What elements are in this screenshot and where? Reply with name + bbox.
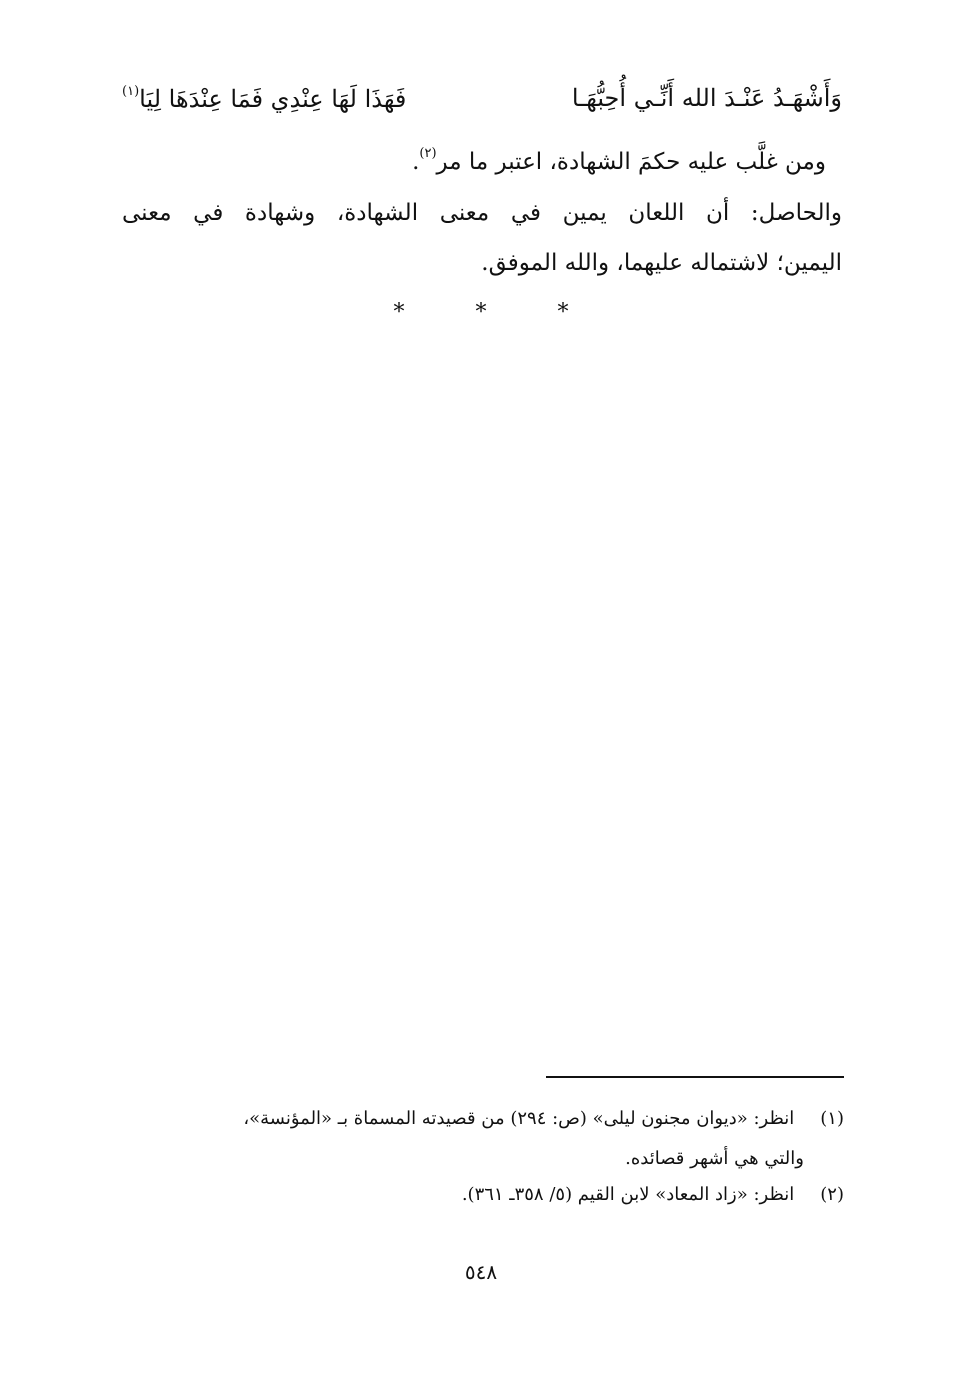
- body-line-3: اليمين؛ لاشتماله عليهما، والله الموفق.: [481, 250, 842, 276]
- footnote-2-line-1: انظر: «زاد المعاد» لابن القيم (٥/ ٣٥٨ـ ٣٦١).: [461, 1184, 795, 1205]
- footnote-reference-1: (١): [122, 84, 140, 99]
- verse-second-hemistich-text: فَهَذَا لَهَا عِنْدِي فَمَا عِنْدَهَا لِيَا: [139, 85, 407, 113]
- body-line-1: [412, 146, 826, 175]
- footnote-1: [243, 1108, 844, 1129]
- body-line-2: والحاصل: أن اللعان يمين في معنى الشهادة، وشهادة في معنى: [122, 200, 842, 226]
- footnote-2: [462, 1184, 844, 1205]
- footnote-1-line-1: انظر: «ديوان مجنون ليلى» (ص: ٢٩٤) من قصيدته المسماة بـ «المؤنسة»،: [243, 1108, 795, 1129]
- body-line-1-end: .: [412, 149, 420, 175]
- footnote-1-continuation: [625, 1148, 804, 1169]
- verse-first-hemistich-text: وَأَشْهَـدُ عَنْـدَ الله أَنِّـي أُحِبُّهَـا: [571, 84, 842, 112]
- footnote-1-number: (١): [820, 1108, 844, 1129]
- footnote-2-number: (٢): [820, 1184, 844, 1205]
- verse-second-hemistich: [122, 84, 406, 113]
- footnote-divider: [546, 1076, 844, 1078]
- body-line-1-text: ومن غلَّب عليه حكمَ الشهادة، اعتبر ما مر: [436, 149, 826, 175]
- page-number: ٥٤٨: [464, 1260, 498, 1284]
- footnote-reference-2: (٢): [419, 146, 437, 161]
- footnote-1-line-2: والتي هي أشهر قصائده.: [625, 1148, 804, 1169]
- verse-first-hemistich: [572, 84, 842, 112]
- poetry-verse: [122, 84, 842, 130]
- section-separator: * * *: [393, 300, 601, 325]
